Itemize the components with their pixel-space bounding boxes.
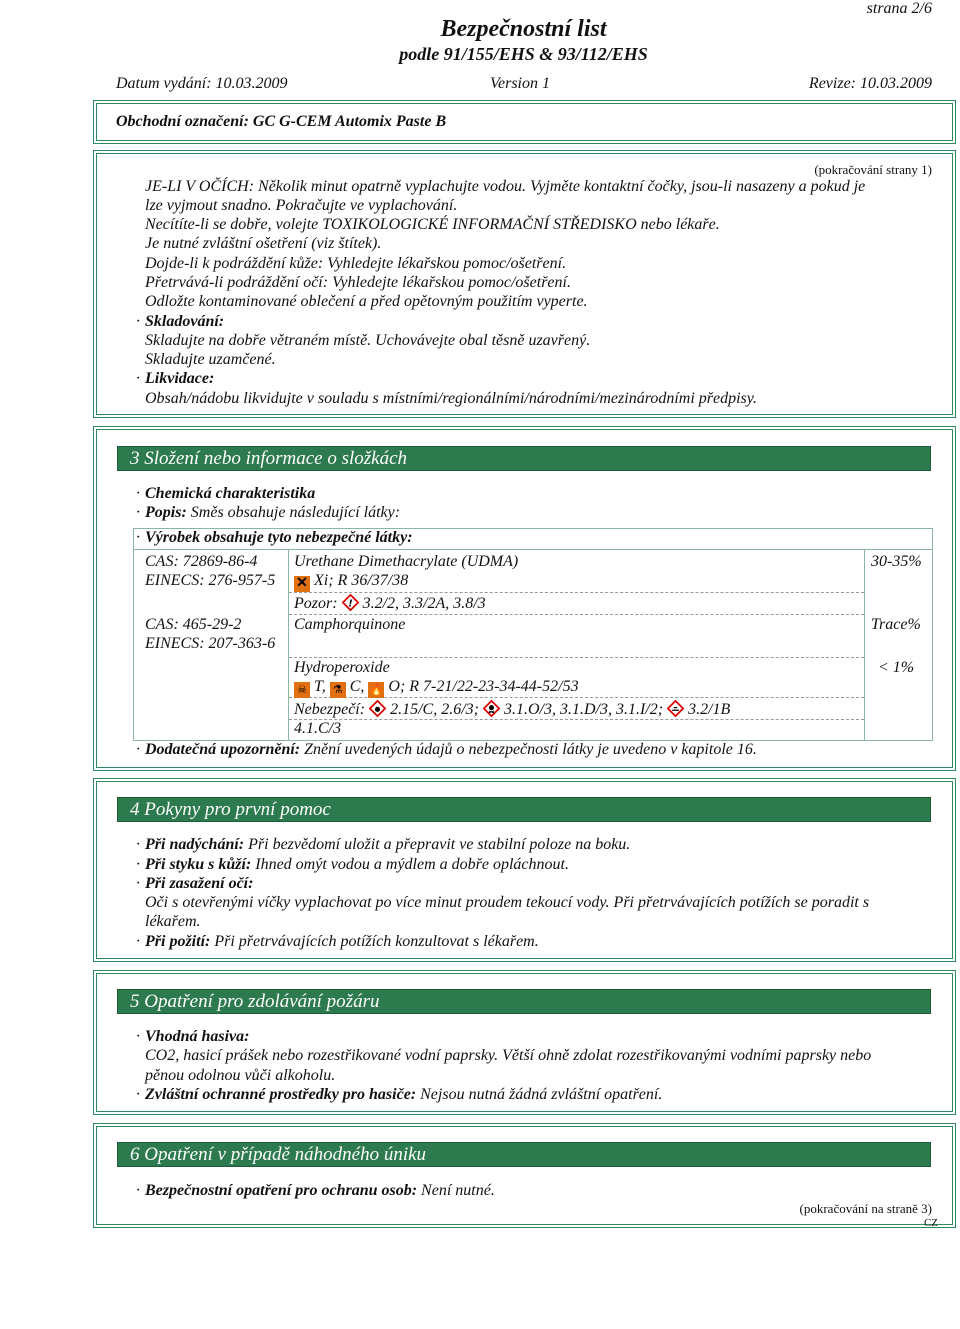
additional-value: Znění uvedených údajů o nebezpečnosti látky je uvedeno v kapitole 16.: [304, 741, 757, 758]
table-col-divider: [288, 550, 289, 740]
bullet: ·: [136, 1182, 140, 1199]
chem-char-label: Chemická charakteristika: [145, 485, 316, 502]
concentration: Trace%: [871, 616, 921, 633]
inhalation-line: [145, 836, 630, 854]
skull-icon: ☠: [294, 682, 310, 698]
danger-codes: 3.1.O/3, 3.1.D/3, 3.1.I/2;: [503, 701, 664, 718]
explosive-pictogram-icon: [369, 700, 386, 717]
language-code: CZ: [923, 1217, 938, 1229]
text-line: Oči s otevřenými víčky vyplachovat po více minut proudem tekoucí vody. Při přetrvávajících potížích se poradit s: [145, 894, 870, 911]
document-title: Bezpečnostní list: [440, 16, 607, 42]
equipment-label: Zvláštní ochranné prostředky pro hasiče:: [145, 1086, 417, 1103]
ingestion-label: Při požití:: [145, 933, 211, 950]
bullet: ·: [136, 529, 140, 546]
equipment-value: Nejsou nutná žádná zvláštní opatření.: [420, 1086, 663, 1103]
storage-label: Skladování:: [145, 313, 225, 330]
corrosive-icon: ⚗: [330, 682, 346, 698]
issue-date: Datum vydání: 10.03.2009: [116, 75, 288, 92]
personal-line: [145, 1182, 495, 1200]
danger-label: Nebezpečí:: [294, 701, 366, 718]
text-line: Odložte kontaminované oblečení a před opětovným použitím vyperte.: [145, 293, 588, 310]
r-phrase-line: [294, 572, 408, 592]
einecs-number: EINECS: 207-363-6: [145, 635, 276, 652]
row-divider: [289, 657, 864, 658]
skin-label: Při styku s kůží:: [145, 856, 252, 873]
text-line: Dojde-li k podráždění kůže: Vyhledejte lékařskou pomoc/ošetření.: [145, 255, 567, 272]
skull-pictogram-icon: [483, 700, 500, 717]
section-3-title: 3 Složení nebo informace o složkách: [117, 446, 931, 471]
bullet: ·: [136, 741, 140, 758]
danger-codes: 4.1.C/3: [294, 720, 342, 737]
revision-date: Revize: 10.03.2009: [808, 75, 932, 92]
warning-line: [294, 594, 486, 613]
cas-number: CAS: 465-29-2: [145, 616, 242, 633]
additional-label: Dodatečná upozornění:: [145, 741, 301, 758]
description-label: Popis:: [145, 504, 187, 521]
corrosion-pictogram-icon: [667, 700, 684, 717]
warning-codes: 3.2/2, 3.3/2A, 3.8/3: [362, 595, 486, 612]
text-line: lékařem.: [145, 913, 201, 930]
table-col-divider: [864, 550, 865, 740]
r-phrase-line: [294, 678, 579, 698]
bullet: ·: [136, 856, 140, 873]
disposal-label: Likvidace:: [145, 370, 215, 387]
continued-next-note: (pokračování na straně 3): [799, 1201, 932, 1216]
inhalation-value: Při bezvědomí uložit a přepravit ve stabilní poloze na boku.: [248, 836, 631, 853]
bullet: ·: [136, 485, 140, 502]
bullet: ·: [136, 836, 140, 853]
text-line: pěnou odolnou vůči alkoholu.: [145, 1067, 336, 1084]
exclamation-pictogram-icon: [342, 594, 359, 611]
description-value: Směs obsahuje následující látky:: [190, 504, 401, 521]
oxidizer-flame-icon: 🔥: [369, 684, 384, 696]
concentration: < 1%: [878, 659, 915, 676]
danger-codes: 3.2/1B: [688, 701, 731, 718]
text-line: Skladujte uzamčené.: [145, 351, 276, 368]
ingestion-line: [145, 933, 539, 951]
text-line: Necítíte-li se dobře, volejte TOXIKOLOGICKÉ INFORMAČNÍ STŘEDISKO nebo lékaře.: [145, 216, 720, 233]
section-4-title: 4 Pokyny pro první pomoc: [117, 797, 931, 822]
bullet: ·: [136, 370, 140, 387]
r-symbol-t: T,: [314, 678, 326, 695]
description-line: [145, 504, 400, 522]
r-symbol-c: C,: [349, 678, 365, 695]
concentration: 30-35%: [871, 553, 922, 570]
additional-line: [145, 741, 757, 759]
media-label: Vhodná hasiva:: [145, 1028, 250, 1045]
bullet: ·: [136, 933, 140, 950]
hazard-label: Výrobek obsahuje tyto nebezpečné látky:: [145, 529, 413, 546]
bullet: ·: [136, 1086, 140, 1103]
row-divider: [289, 592, 864, 593]
r-phrase: Xi; R 36/37/38: [314, 572, 409, 589]
danger-line: [294, 700, 730, 719]
text-line: Je nutné zvláštní ošetření (viz štítek).: [145, 235, 382, 252]
row-divider: [289, 719, 864, 720]
substance-name: Camphorquinone: [294, 616, 406, 633]
cas-number: CAS: 72869-86-4: [145, 553, 258, 570]
text-line: Obsah/nádobu likvidujte v souladu s místními/regionálními/národními/mezinárodními předpisy.: [145, 390, 757, 407]
document-subtitle: podle 91/155/EHS & 93/112/EHS: [399, 44, 648, 64]
skin-value: Ihned omýt vodou a mýdlem a dobře opláchnout.: [255, 856, 569, 873]
row-divider: [289, 614, 864, 615]
page-number: strana 2/6: [866, 0, 932, 17]
svg-text:!: !: [347, 598, 353, 610]
section-5-title: 5 Opatření pro zdolávání požáru: [117, 989, 931, 1014]
personal-label: Bezpečnostní opatření pro ochranu osob:: [145, 1182, 418, 1199]
substance-name: Urethane Dimethacrylate (UDMA): [294, 553, 519, 570]
bullet: ·: [136, 875, 140, 892]
text-line: lze vyjmout snadno. Pokračujte ve vyplachování.: [145, 197, 458, 214]
personal-value: Není nutné.: [421, 1182, 495, 1199]
irritant-x-icon: ✕: [294, 576, 310, 592]
inhalation-label: Při nadýchání:: [145, 836, 245, 853]
equipment-line: [145, 1086, 662, 1104]
eye-label: Při zasažení očí:: [145, 875, 254, 892]
ingestion-value: Při přetrvávajících potížích konzultovat s lékařem.: [214, 933, 539, 950]
text-line: JE-LI V OČÍCH: Několik minut opatrně vyplachujte vodou. Vyjměte kontaktní čočky, jsou-li nasazeny a pokud je: [145, 178, 866, 195]
skin-line: [145, 856, 569, 874]
bullet: ·: [136, 504, 140, 521]
version: Version 1: [490, 75, 550, 92]
bullet: ·: [136, 1028, 140, 1045]
bullet: ·: [136, 313, 140, 330]
text-line: Přetrvává-li podráždění očí: Vyhledejte lékařskou pomoc/ošetření.: [145, 274, 571, 291]
substance-name: Hydroperoxide: [294, 659, 390, 676]
warning-label: Pozor:: [294, 595, 338, 612]
table-divider: [134, 549, 932, 550]
text-line: Skladujte na dobře větraném místě. Uchovávejte obal těsně uzavřený.: [145, 332, 591, 349]
danger-codes: 2.15/C, 2.6/3;: [390, 701, 479, 718]
section-6-title: 6 Opatření v případě náhodného úniku: [117, 1142, 931, 1167]
einecs-number: EINECS: 276-957-5: [145, 572, 276, 589]
continued-note: (pokračování strany 1): [814, 162, 932, 177]
r-phrase: O; R 7-21/22-23-34-44-52/53: [388, 678, 579, 695]
product-box: [96, 103, 953, 141]
text-line: CO2, hasicí prášek nebo rozestřikované vodní paprsky. Větší ohně zdolat rozestřikovanými vodními paprsky nebo: [145, 1047, 872, 1064]
product-name: Obchodní označení: GC G-CEM Automix Paste B: [116, 113, 447, 130]
